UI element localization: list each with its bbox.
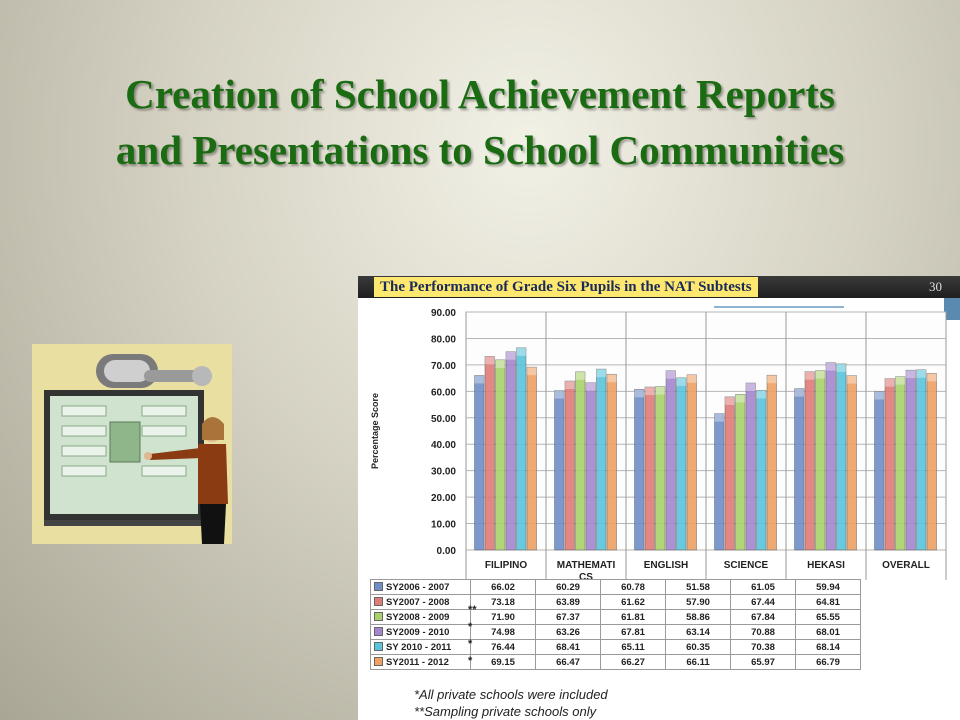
data-table	[370, 579, 861, 670]
bar-5-2	[896, 377, 906, 550]
table-cell: 63.89	[536, 595, 601, 610]
table-cell: 60.78	[601, 580, 666, 595]
bar-highlight	[565, 381, 575, 389]
bar-chart	[358, 298, 960, 580]
presenter-whiteboard-illustration	[32, 344, 232, 544]
y-tick-label: 90.00	[430, 308, 456, 319]
table-row	[371, 610, 861, 625]
y-tick-label: 60.00	[430, 387, 456, 399]
bar-3-3	[746, 383, 756, 550]
bar-highlight	[816, 371, 826, 379]
table-cell: 61.05	[731, 580, 796, 595]
bar-highlight	[645, 387, 655, 395]
footnote-1: *All private schools were included	[414, 687, 608, 702]
legend-swatch	[374, 612, 383, 621]
table-cell: 68.01	[796, 625, 861, 640]
bar-0-3	[506, 352, 516, 550]
bar-0-2	[496, 360, 506, 550]
bar-highlight	[506, 352, 516, 360]
bar-2-0	[635, 389, 645, 550]
y-tick-label: 0.00	[436, 546, 456, 557]
table-cell: 65.11	[601, 640, 666, 655]
table-row	[371, 625, 861, 640]
table-cell: 65.55	[796, 610, 861, 625]
bar-highlight	[576, 372, 586, 380]
bar-4-4	[837, 364, 847, 550]
table-cell: 59.94	[796, 580, 861, 595]
bar-highlight	[725, 397, 735, 405]
bar-4-0	[795, 389, 805, 550]
table-cell: 66.79	[796, 655, 861, 670]
table-cell: 67.37	[536, 610, 601, 625]
bar-2-3	[666, 371, 676, 550]
bar-highlight	[757, 390, 767, 398]
report-header-bar	[358, 276, 960, 298]
y-tick-label: 10.00	[430, 519, 456, 531]
y-tick-label: 40.00	[430, 440, 456, 452]
y-tick-label: 30.00	[430, 466, 456, 478]
bar-5-0	[875, 391, 885, 550]
series-label	[371, 580, 471, 595]
bar-5-4	[917, 370, 927, 550]
table-cell: 67.81	[601, 625, 666, 640]
table-cell: 69.15	[471, 655, 536, 670]
x-tick-label: CS	[579, 572, 593, 580]
bar-0-5	[527, 367, 537, 550]
bar-highlight	[475, 375, 485, 383]
bar-highlight	[656, 387, 666, 395]
table-cell: 60.35	[666, 640, 731, 655]
bar-4-2	[816, 371, 826, 550]
embedded-report-screenshot	[358, 276, 960, 720]
bar-2-2	[656, 387, 666, 550]
bar-3-2	[736, 394, 746, 550]
table-cell: 67.44	[731, 595, 796, 610]
table-cell: 68.14	[796, 640, 861, 655]
bar-highlight	[715, 414, 725, 422]
marker-1: **	[468, 604, 477, 616]
bar-1-2	[576, 372, 586, 550]
table-cell: 74.98	[471, 625, 536, 640]
bar-highlight	[837, 364, 847, 372]
bar-5-3	[906, 370, 916, 550]
bar-5-1	[885, 379, 895, 550]
marker-2: *	[468, 621, 473, 633]
bar-highlight	[635, 389, 645, 397]
bar-highlight	[927, 373, 937, 381]
bar-1-0	[555, 391, 565, 550]
bar-highlight	[666, 371, 676, 379]
series-label	[371, 610, 471, 625]
bar-0-4	[517, 348, 527, 550]
bar-2-4	[677, 378, 687, 550]
table-row	[371, 580, 861, 595]
bar-3-5	[767, 375, 777, 550]
bar-highlight	[555, 391, 565, 399]
bar-highlight	[517, 348, 527, 356]
bar-4-3	[826, 363, 836, 550]
table-cell: 66.47	[536, 655, 601, 670]
legend-text: SY2009 - 2010	[386, 626, 450, 638]
bar-highlight	[736, 394, 746, 402]
bar-highlight	[677, 378, 687, 386]
bar-highlight	[496, 360, 506, 368]
bar-highlight	[795, 389, 805, 397]
table-cell: 58.86	[666, 610, 731, 625]
table-cell: 70.88	[731, 625, 796, 640]
bar-1-5	[607, 374, 617, 550]
table-cell: 73.18	[471, 595, 536, 610]
bar-highlight	[485, 356, 495, 364]
bar-5-5	[927, 373, 937, 550]
table-row	[371, 595, 861, 610]
bar-highlight	[586, 383, 596, 391]
legend-text: SY2011 - 2012	[386, 656, 449, 668]
bar-0-1	[485, 356, 495, 550]
marker-3: *	[468, 638, 473, 650]
series-label	[371, 625, 471, 640]
slide-title	[0, 66, 960, 178]
table-cell: 71.90	[471, 610, 536, 625]
report-title: The Performance of Grade Six Pupils in the NAT Subtests	[374, 277, 758, 297]
bar-2-5	[687, 375, 697, 550]
table-cell: 67.84	[731, 610, 796, 625]
bar-4-5	[847, 376, 857, 550]
legend-text: SY 2010 - 2011	[386, 641, 452, 653]
page-number: 30	[929, 279, 942, 294]
y-tick-label: 50.00	[430, 413, 456, 425]
bar-4-1	[805, 372, 815, 550]
legend-text: SY2008 - 2009	[386, 611, 450, 623]
series-label	[371, 655, 471, 670]
table-cell: 66.02	[471, 580, 536, 595]
slide-title-line-1: Creation of School Achievement Reports	[125, 71, 835, 117]
table-cell: 60.29	[536, 580, 601, 595]
bar-highlight	[597, 369, 607, 377]
bar-highlight	[746, 383, 756, 391]
table-cell: 65.97	[731, 655, 796, 670]
marker-4: *	[468, 655, 473, 667]
series-label	[371, 595, 471, 610]
legend-swatch	[374, 657, 383, 666]
footnote-2: **Sampling private schools only	[414, 704, 597, 719]
bar-highlight	[826, 363, 836, 371]
table-cell: 61.81	[601, 610, 666, 625]
x-tick-label: SCIENCE	[723, 560, 769, 571]
x-tick-label: ENGLISH	[643, 560, 689, 571]
bar-highlight	[767, 375, 777, 383]
table-cell: 70.38	[731, 640, 796, 655]
bar-3-0	[715, 414, 725, 550]
series-label	[371, 640, 471, 655]
table-cell: 57.90	[666, 595, 731, 610]
bar-1-1	[565, 381, 575, 550]
bar-highlight	[896, 377, 906, 385]
bar-3-4	[757, 390, 767, 550]
bar-2-1	[645, 387, 655, 550]
presenter-icon	[32, 344, 232, 544]
bar-highlight	[527, 367, 537, 375]
legend-text: SY2007 - 2008	[386, 596, 450, 608]
bar-0-0	[475, 375, 485, 550]
legend-swatch	[374, 597, 383, 606]
bar-highlight	[885, 379, 895, 387]
bar-highlight	[687, 375, 697, 383]
legend-swatch	[374, 642, 383, 651]
bar-3-1	[725, 397, 735, 550]
bar-highlight	[847, 376, 857, 384]
slide-title-line-2: and Presentations to School Communities	[115, 127, 845, 173]
table-row	[371, 640, 861, 655]
table-cell: 51.58	[666, 580, 731, 595]
x-tick-label: MATHEMATI	[556, 560, 616, 571]
bar-1-3	[586, 383, 596, 550]
x-tick-label: OVERALL	[882, 560, 930, 571]
y-tick-label: 20.00	[430, 493, 456, 505]
table-cell: 68.41	[536, 640, 601, 655]
table-cell: 66.11	[666, 655, 731, 670]
bar-highlight	[607, 374, 617, 382]
table-row	[371, 655, 861, 670]
y-tick-label: 70.00	[430, 360, 456, 372]
legend-text: SY2006 - 2007	[386, 581, 450, 593]
table-cell: 61.62	[601, 595, 666, 610]
bar-highlight	[805, 372, 815, 380]
table-cell: 63.26	[536, 625, 601, 640]
legend-swatch	[374, 627, 383, 636]
x-tick-label: FILIPINO	[484, 560, 528, 571]
bar-highlight	[875, 391, 885, 399]
table-cell: 66.27	[601, 655, 666, 670]
table-cell: 63.14	[666, 625, 731, 640]
footnote-markers	[468, 602, 477, 670]
y-tick-label: 80.00	[430, 334, 456, 346]
x-tick-label: HEKASI	[807, 560, 845, 571]
bar-highlight	[917, 370, 927, 378]
table-cell: 64.81	[796, 595, 861, 610]
bar-1-4	[597, 369, 607, 550]
table-cell: 76.44	[471, 640, 536, 655]
legend-swatch	[374, 582, 383, 591]
bar-highlight	[906, 370, 916, 378]
y-axis-label: Percentage Score	[370, 392, 380, 470]
